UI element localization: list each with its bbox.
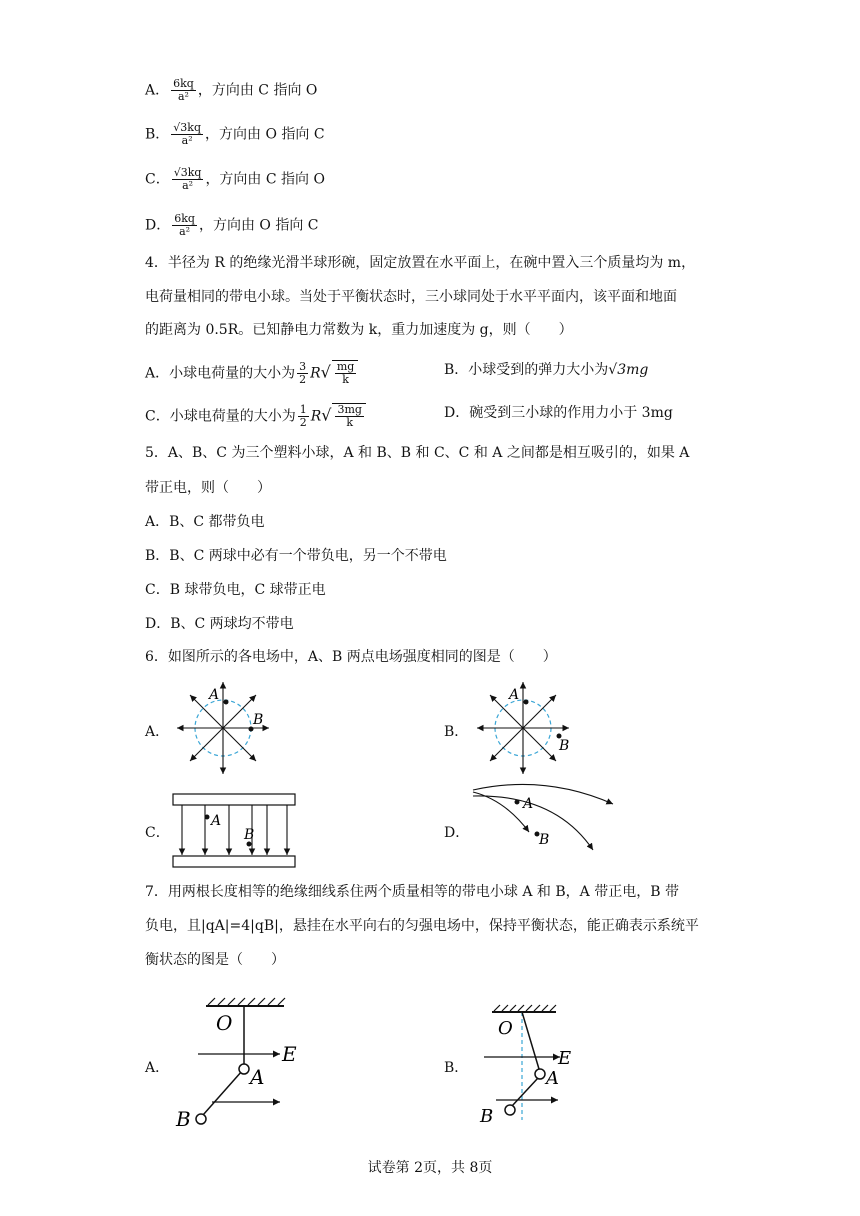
q5-stem-line2: 带正电，则（ ） (145, 480, 271, 496)
q7-a-label-e: E (282, 1042, 297, 1066)
q4-stem-line2: 电荷量相同的带电小球。当处于平衡状态时，三小球同处于水平平面内，该平面和地面 (145, 289, 677, 305)
q4-stem-line3: 的距离为 0.5R。已知静电力常数为 k，重力加速度为 g，则（ ） (145, 322, 573, 338)
q6-label-c: C． (145, 825, 170, 841)
q4-stem-line1: 4．半径为 R 的绝缘光滑半球形碗，固定放置在水平面上，在碗中置入三个质量均为 m， (145, 255, 696, 271)
q6-figure-a (173, 678, 273, 778)
q3-option-c: C． $\frac{√3kq}{\text{a²}}$ ，方向由 C 指向 O (145, 166, 325, 192)
q5-option-b: B．B、C 两球中必有一个带负电，另一个不带电 (145, 548, 447, 564)
q6-a-point-a: A (209, 687, 220, 703)
q6-figure-b (473, 678, 573, 778)
q5-option-d: D．B、C 两球均不带电 (145, 616, 294, 632)
q3-c-fraction: $\frac{√3kq}{\text{a²}}$ (173, 166, 202, 192)
q6-b-point-a: A (509, 687, 520, 703)
q7-a-label-b: B (176, 1107, 191, 1131)
q6-figure-c (172, 793, 302, 873)
q3-option-a: A． $\frac{6kq}{\text{a²}}$ ，方向由 C 指向 O (145, 77, 318, 103)
q7-label-a: A． (145, 1060, 170, 1076)
q6-d-point-b: B (539, 832, 550, 848)
q6-c-point-b: B (244, 827, 255, 843)
q7-figure-b (478, 1002, 598, 1132)
q6-a-point-b: B (253, 712, 264, 728)
q4-option-d: D．碗受到三小球的作用力小于 3mg (444, 405, 673, 421)
q3-option-d: D． $\frac{6kq}{\text{a²}}$ ，方向由 O 指向 C (145, 212, 319, 238)
q7-stem-line3: 衡状态的图是（ ） (145, 952, 285, 968)
q3-a-fraction: $\frac{6kq}{\text{a²}}$ (173, 77, 194, 103)
q6-figure-d (465, 778, 625, 858)
q6-c-point-a: A (211, 813, 222, 829)
q5-option-a: A．B、C 都带负电 (145, 514, 265, 530)
q4-option-c: C．小球电荷量的大小为 $\frac{1}{2}$ R√ $\frac{3mg}{k}$ (145, 403, 366, 429)
q3-option-b: B． $\frac{√3kq}{\text{a²}}$ ，方向由 O 指向 C (145, 121, 325, 147)
q6-label-b: B． (444, 724, 469, 740)
q6-d-point-a: A (523, 796, 534, 812)
q5-option-c: C．B 球带负电，C 球带正电 (145, 582, 326, 598)
q6-stem: 6．如图所示的各电场中，A、B 两点电场强度相同的图是（ ） (145, 649, 557, 665)
q3-d-fraction: $\frac{6kq}{\text{a²}}$ (174, 212, 195, 238)
page-footer: 试卷第 2页，共 8页 (367, 1160, 493, 1176)
q6-label-a: A． (145, 724, 170, 740)
q3-b-fraction: $\frac{√3kq}{\text{a²}}$ (173, 121, 202, 147)
q7-a-label-o: O (216, 1011, 233, 1035)
q7-stem-line1: 7．用两根长度相等的绝缘细线系住两个质量相等的带电小球 A 和 B，A 带正电，B 带 (145, 884, 679, 900)
q7-a-label-a: A (250, 1065, 265, 1089)
q6-label-d: D． (444, 825, 470, 841)
q7-b-label-o: O (498, 1018, 513, 1039)
q7-b-label-a: A (546, 1068, 559, 1089)
q4-option-a: A．小球电荷量的大小为 $\frac{3}{2}$ R√ $\frac{mg}{k}$ (145, 360, 358, 386)
q6-b-point-b: B (559, 738, 570, 754)
q7-label-b: B． (444, 1060, 469, 1076)
q4-option-b: B．小球受到的弹力大小为√3mg (444, 362, 649, 378)
q7-figure-a (172, 992, 312, 1132)
q5-stem-line1: 5．A、B、C 为三个塑料小球，A 和 B、B 和 C、C 和 A 之间都是相互吸引的，如果 A (145, 445, 690, 461)
q7-b-label-b: B (480, 1106, 494, 1127)
q7-stem-line2: 负电，且|qA|=4|qB|，悬挂在水平向右的匀强电场中，保持平衡状态，能正确表示系统平 (145, 918, 699, 934)
q7-b-label-e: E (558, 1048, 572, 1069)
